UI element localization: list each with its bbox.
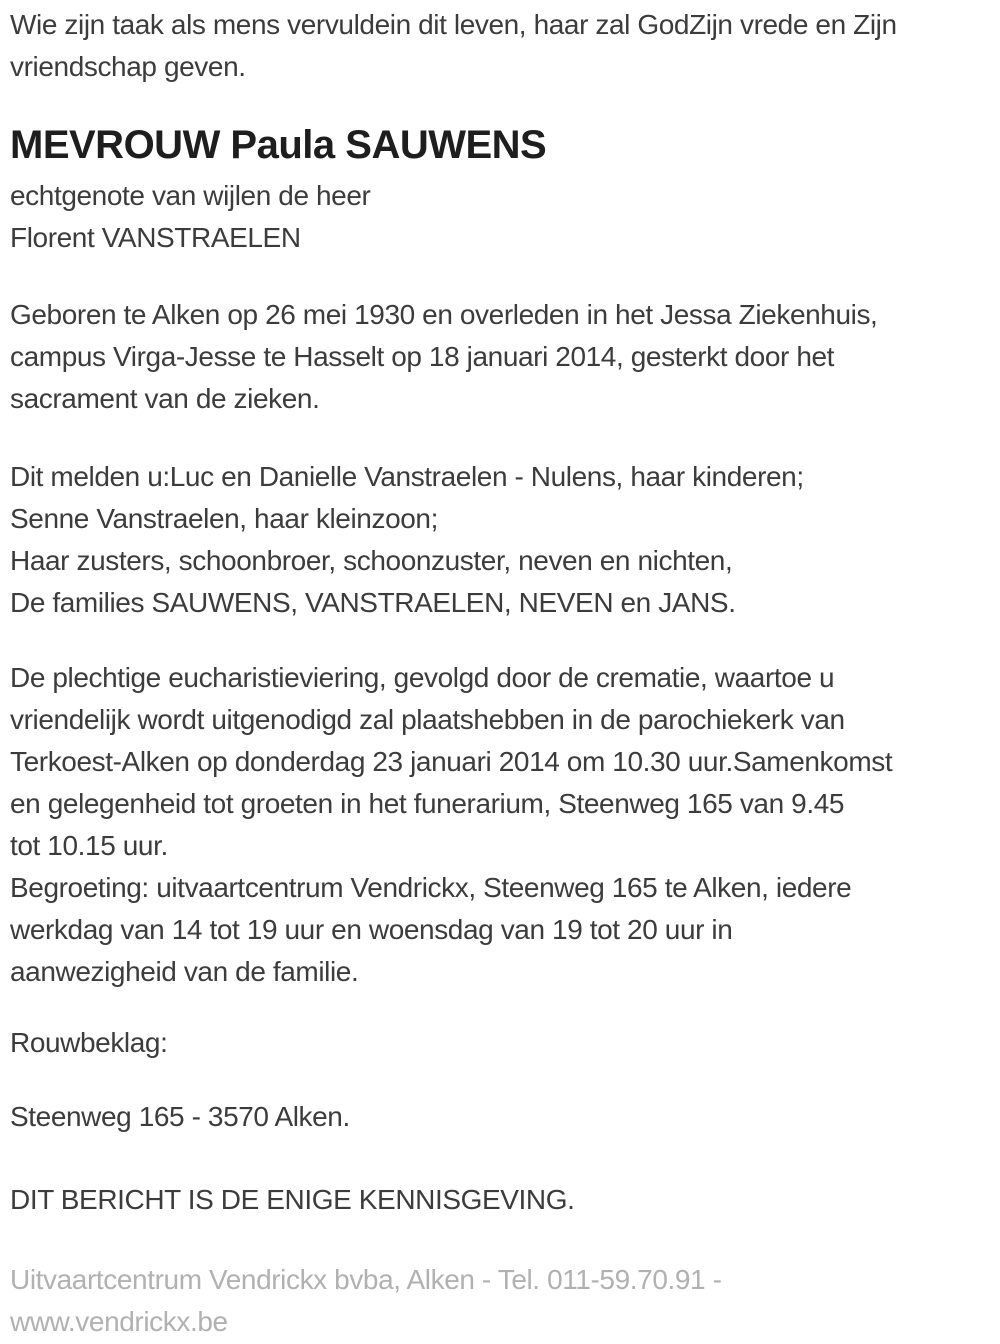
address-line: Steenweg 165 - 3570 Alken. (10, 1101, 350, 1132)
service-line: De plechtige eucharistieviering, gevolgd door de crematie, waartoe u (10, 662, 835, 693)
condolences-label: Rouwbeklag: (10, 1027, 168, 1058)
footer-website-line: www.vendrickx.be (10, 1306, 228, 1337)
greeting-line: aanwezigheid van de familie. (10, 956, 359, 987)
footer-contact-line: Uitvaartcentrum Vendrickx bvba, Alken - Tel. 011-59.70.91 - (10, 1264, 722, 1295)
announcers-paragraph (10, 456, 992, 624)
deceased-name-heading: MEVROUW Paula SAUWENS (10, 123, 547, 167)
relation-line: echtgenote van wijlen de heer (10, 180, 371, 211)
epitaph-line: Wie zijn taak als mens vervuldein dit leven, haar zal GodZijn vrede en Zijn (10, 9, 897, 40)
announcer-line: De families SAUWENS, VANSTRAELEN, NEVEN en JANS. (10, 587, 736, 618)
relation-block (10, 175, 992, 259)
single-notice-line: DIT BERICHT IS DE ENIGE KENNISGEVING. (10, 1184, 575, 1215)
service-line: en gelegenheid tot groeten in het funerarium, Steenweg 165 van 9.45 (10, 788, 845, 819)
greeting-line: Begroeting: uitvaartcentrum Vendrickx, Steenweg 165 te Alken, iedere (10, 872, 852, 903)
epitaph-line: vriendschap geven. (10, 51, 246, 82)
spouse-name-line: Florent VANSTRAELEN (10, 222, 301, 253)
birth-death-line: sacrament van de zieken. (10, 383, 320, 414)
funeral-home-footer (10, 1259, 992, 1343)
announcer-line: Dit melden u:Luc en Danielle Vanstraelen - Nulens, haar kinderen; (10, 461, 804, 492)
service-paragraph (10, 657, 992, 867)
birth-death-line: Geboren te Alken op 26 mei 1930 en overleden in het Jessa Ziekenhuis, (10, 299, 878, 330)
birth-death-paragraph (10, 294, 992, 420)
announcer-line: Haar zusters, schoonbroer, schoonzuster, neven en nichten, (10, 545, 733, 576)
announcer-line: Senne Vanstraelen, haar kleinzoon; (10, 503, 438, 534)
service-line: tot 10.15 uur. (10, 830, 168, 861)
greeting-paragraph (10, 867, 992, 993)
greeting-line: werkdag van 14 tot 19 uur en woensdag van 19 tot 20 uur in (10, 914, 733, 945)
epitaph (10, 4, 992, 88)
service-line: Terkoest-Alken op donderdag 23 januari 2014 om 10.30 uur.Samenkomst (10, 746, 893, 777)
service-line: vriendelijk wordt uitgenodigd zal plaatshebben in de parochiekerk van (10, 704, 845, 735)
birth-death-line: campus Virga-Jesse te Hasselt op 18 januari 2014, gesterkt door het (10, 341, 835, 372)
